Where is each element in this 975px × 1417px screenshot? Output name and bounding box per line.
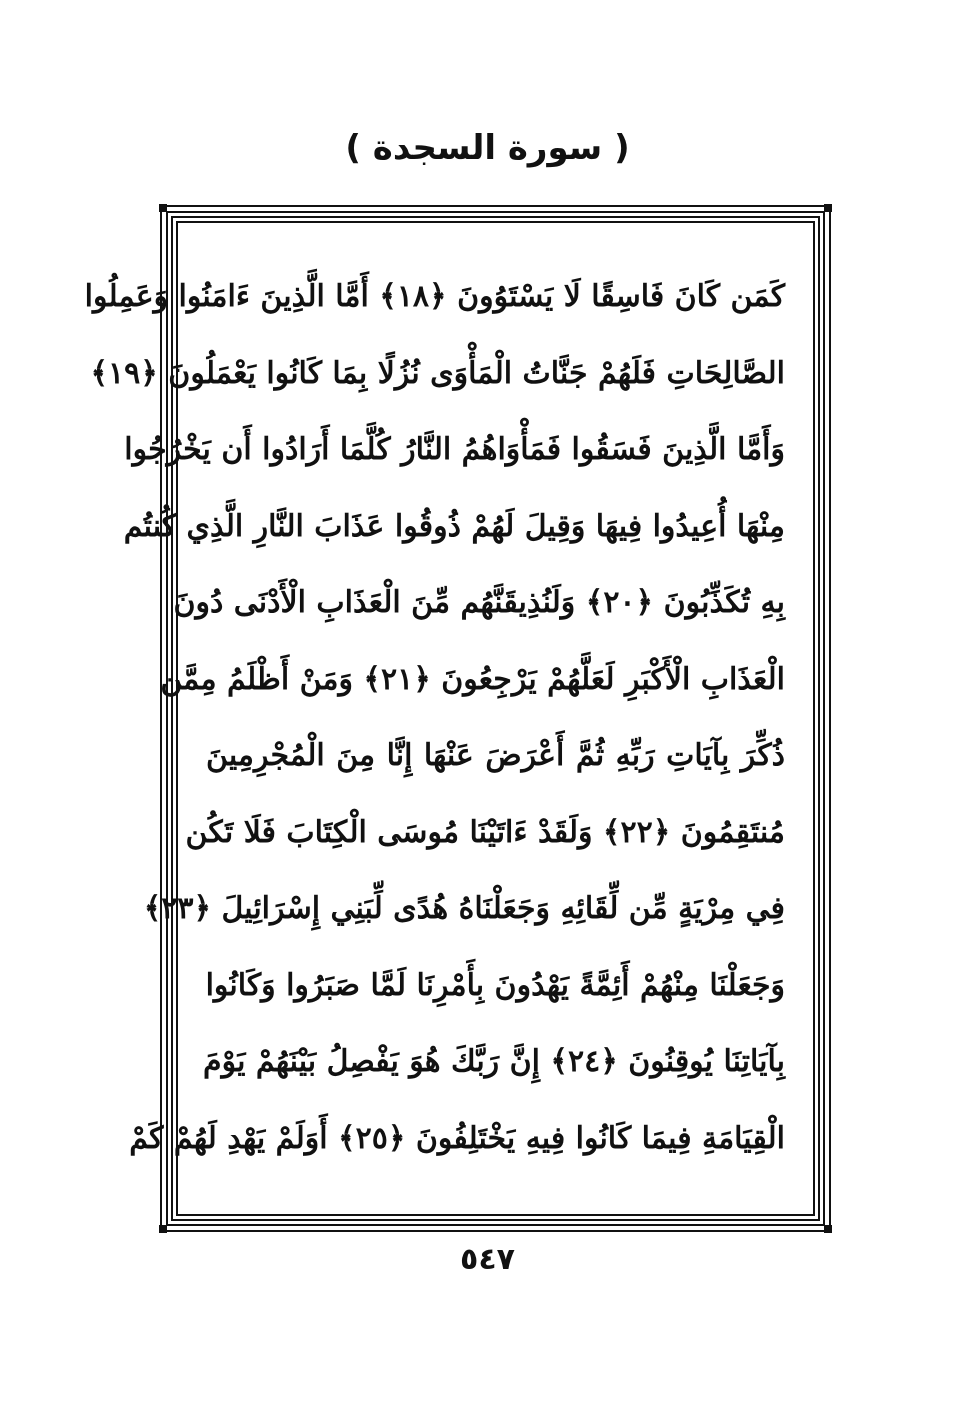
page-number: ٥٤٧: [460, 1242, 515, 1277]
frame-corner-ornament: [824, 204, 832, 212]
frame-border: [84, 211, 825, 1226]
verse-line: بِآيَاتِنَا يُوقِنُونَ ﴿٢٤﴾ إِنَّ رَبَّكَ هُوَ يَفْصِلُ بَيْنَهُمْ يَوْمَ: [203, 1044, 785, 1079]
verse-line: وَجَعَلْنَا مِنْهُمْ أَئِمَّةً يَهْدُونَ بِأَمْرِنَا لَمَّا صَبَرُوا وَكَانُوا: [205, 967, 785, 1003]
frame-corner-ornament: [824, 1225, 832, 1233]
verse-line: الْعَذَابِ الْأَكْبَرِ لَعَلَّهُمْ يَرْجِعُونَ ﴿٢١﴾ وَمَنْ أَظْلَمُ مِمَّن: [160, 661, 785, 697]
verse-line: بِهِ تُكَذِّبُونَ ﴿٢٠﴾ وَلَنُذِيقَنَّهُم مِّنَ الْعَذَابِ الْأَدْنَى دُونَ: [173, 585, 785, 620]
ornamental-frame: [84, 205, 831, 1232]
verse-line: كَمَن كَانَ فَاسِقًا لَا يَسْتَوُونَ ﴿١٨﴾ أَمَّا الَّذِينَ ءَامَنُوا وَعَمِلُوا: [84, 279, 785, 314]
verse-panel: [84, 221, 815, 1216]
frame-corner-ornament: [159, 1225, 167, 1233]
verse-line: وَأَمَّا الَّذِينَ فَسَقُوا فَمَأْوَاهُمُ النَّارُ كُلَّمَا أَرَادُوا أَن يَخْرُجُوا: [124, 432, 785, 467]
verse-block: [84, 259, 785, 1177]
frame-corner-ornament: [159, 204, 167, 212]
verse-line: مُنتَقِمُونَ ﴿٢٢﴾ وَلَقَدْ ءَاتَيْنَا مُوسَى الْكِتَابَ فَلَا تَكُن: [185, 814, 785, 850]
verse-line: ذُكِّرَ بِآيَاتِ رَبِّهِ ثُمَّ أَعْرَضَ عَنْهَا إِنَّا مِنَ الْمُجْرِمِينَ: [206, 738, 785, 773]
verse-line: فِي مِرْيَةٍ مِّن لِّقَائِهِ وَجَعَلْنَاهُ هُدًى لِّبَنِي إِسْرَائِيلَ ﴿٢٣﴾: [143, 891, 785, 926]
surah-title: ( سورة السجدة ): [345, 128, 630, 168]
verse-line: الصَّالِحَاتِ فَلَهُمْ جَنَّاتُ الْمَأْوَى نُزُلًا بِمَا كَانُوا يَعْمَلُونَ ﴿١٩﴾: [90, 355, 785, 391]
verse-line: مِنْهَا أُعِيدُوا فِيهَا وَقِيلَ لَهُمْ ذُوقُوا عَذَابَ النَّارِ الَّذِي كُنتُم: [123, 508, 785, 544]
verse-line: الْقِيَامَةِ فِيمَا كَانُوا فِيهِ يَخْتَلِفُونَ ﴿٢٥﴾ أَوَلَمْ يَهْدِ لَهُمْ كَمْ: [129, 1120, 785, 1156]
